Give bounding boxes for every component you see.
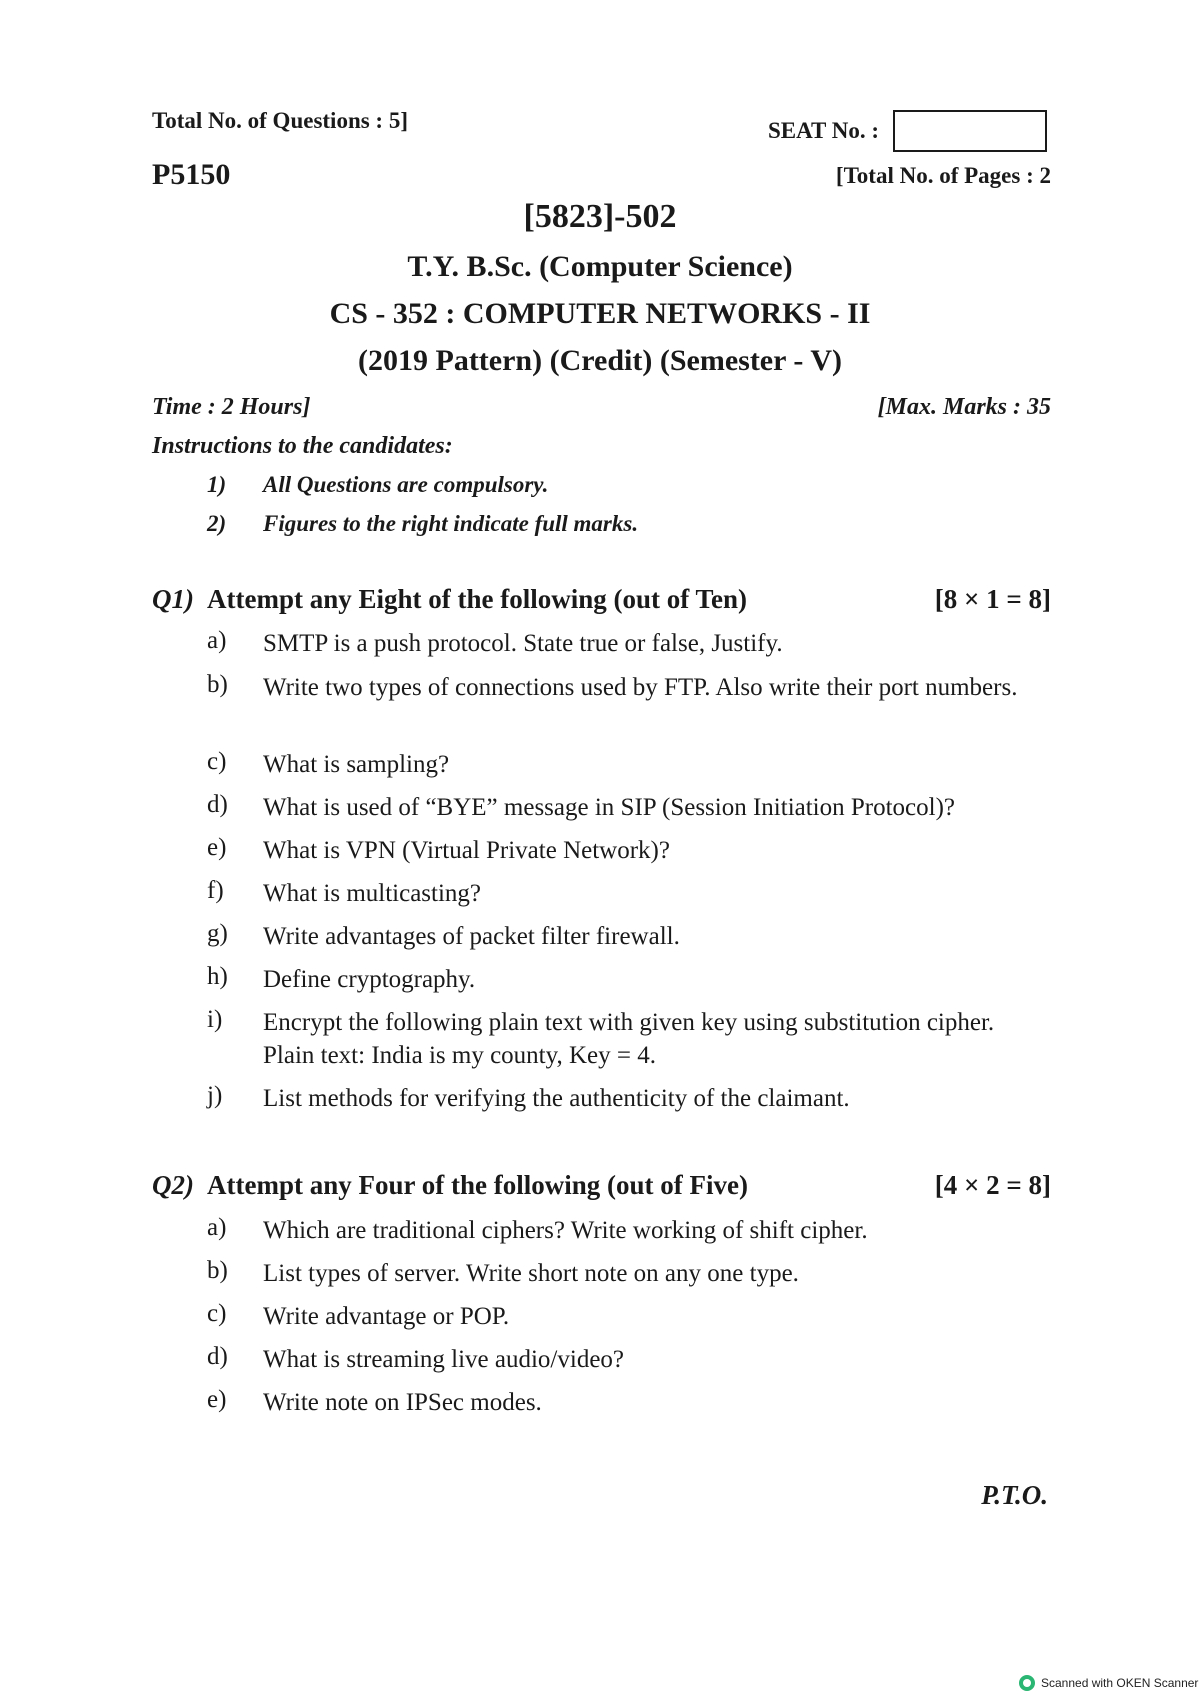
scanner-label: Scanned with OKEN Scanner bbox=[1041, 1676, 1199, 1690]
q1-label: Q1) bbox=[152, 584, 194, 614]
time-label: Time : 2 Hours] bbox=[152, 394, 311, 420]
question-letter: j) bbox=[207, 1082, 223, 1109]
question-text: Write two types of connections used by FTP. Also write their port numbers. bbox=[263, 674, 1018, 701]
paper-code: P5150 bbox=[152, 158, 231, 191]
q2-marks: [4 × 2 = 8] bbox=[934, 1170, 1051, 1200]
course-title: T.Y. B.Sc. (Computer Science) bbox=[407, 250, 793, 283]
question-text: SMTP is a push protocol. State true or false, Justify. bbox=[263, 630, 783, 657]
question-text-continued: Plain text: India is my county, Key = 4. bbox=[263, 1042, 656, 1069]
q2-heading: Attempt any Four of the following (out of Five) bbox=[207, 1170, 748, 1200]
question-letter: d) bbox=[207, 1343, 228, 1370]
question-letter: a) bbox=[207, 627, 227, 654]
q1-heading: Attempt any Eight of the following (out of Ten) bbox=[207, 584, 748, 614]
question-letter: e) bbox=[207, 834, 227, 861]
pattern-title: (2019 Pattern) (Credit) (Semester - V) bbox=[358, 344, 842, 377]
instruction-number: 1) bbox=[207, 472, 227, 497]
question-text: Write advantage or POP. bbox=[263, 1303, 510, 1330]
instruction-item: All Questions are compulsory. bbox=[263, 472, 549, 497]
instructions-heading: Instructions to the candidates: bbox=[152, 433, 453, 459]
question-text: List types of server. Write short note on any one type. bbox=[263, 1260, 799, 1287]
question-text: Define cryptography. bbox=[263, 966, 476, 993]
question-letter: e) bbox=[207, 1386, 227, 1413]
question-letter: h) bbox=[207, 963, 228, 990]
subject-title: CS - 352 : COMPUTER NETWORKS - II bbox=[329, 297, 871, 330]
instruction-item: Figures to the right indicate full marks. bbox=[263, 511, 639, 536]
total-pages: [Total No. of Pages : 2 bbox=[835, 163, 1051, 188]
exam-code: [5823]-502 bbox=[523, 198, 677, 235]
question-text: Encrypt the following plain text with given key using substitution cipher. bbox=[263, 1009, 995, 1036]
question-text: What is used of “BYE” message in SIP (Session Initiation Protocol)? bbox=[263, 794, 956, 821]
question-text: What is multicasting? bbox=[263, 880, 482, 907]
question-letter: b) bbox=[207, 671, 228, 698]
total-questions: Total No. of Questions : 5] bbox=[152, 108, 408, 133]
q1-marks: [8 × 1 = 8] bbox=[934, 584, 1051, 614]
q2-label: Q2) bbox=[152, 1170, 194, 1200]
scanner-watermark bbox=[1019, 1675, 1198, 1691]
question-text: Write advantages of packet filter firewall. bbox=[263, 923, 680, 950]
question-letter: c) bbox=[207, 748, 227, 775]
question-letter: c) bbox=[207, 1300, 227, 1327]
question-letter: b) bbox=[207, 1257, 228, 1284]
question-text: Which are traditional ciphers? Write working of shift cipher. bbox=[263, 1217, 868, 1244]
question-letter: f) bbox=[207, 877, 224, 904]
question-text: Write note on IPSec modes. bbox=[263, 1389, 542, 1416]
question-letter: g) bbox=[207, 920, 228, 947]
question-text: What is streaming live audio/video? bbox=[263, 1346, 625, 1373]
question-text: What is VPN (Virtual Private Network)? bbox=[263, 837, 670, 864]
question-text: What is sampling? bbox=[263, 751, 450, 778]
max-marks: [Max. Marks : 35 bbox=[877, 394, 1051, 420]
question-letter: d) bbox=[207, 791, 228, 818]
seat-no-box bbox=[893, 110, 1047, 152]
question-letter: a) bbox=[207, 1214, 227, 1241]
seat-no-label: SEAT No. : bbox=[768, 118, 879, 143]
question-letter: i) bbox=[207, 1006, 223, 1033]
question-text: List methods for verifying the authenticity of the claimant. bbox=[263, 1085, 850, 1112]
instruction-number: 2) bbox=[207, 511, 227, 536]
pto-label: P.T.O. bbox=[981, 1480, 1048, 1510]
oken-scanner-logo-icon bbox=[1019, 1675, 1035, 1691]
